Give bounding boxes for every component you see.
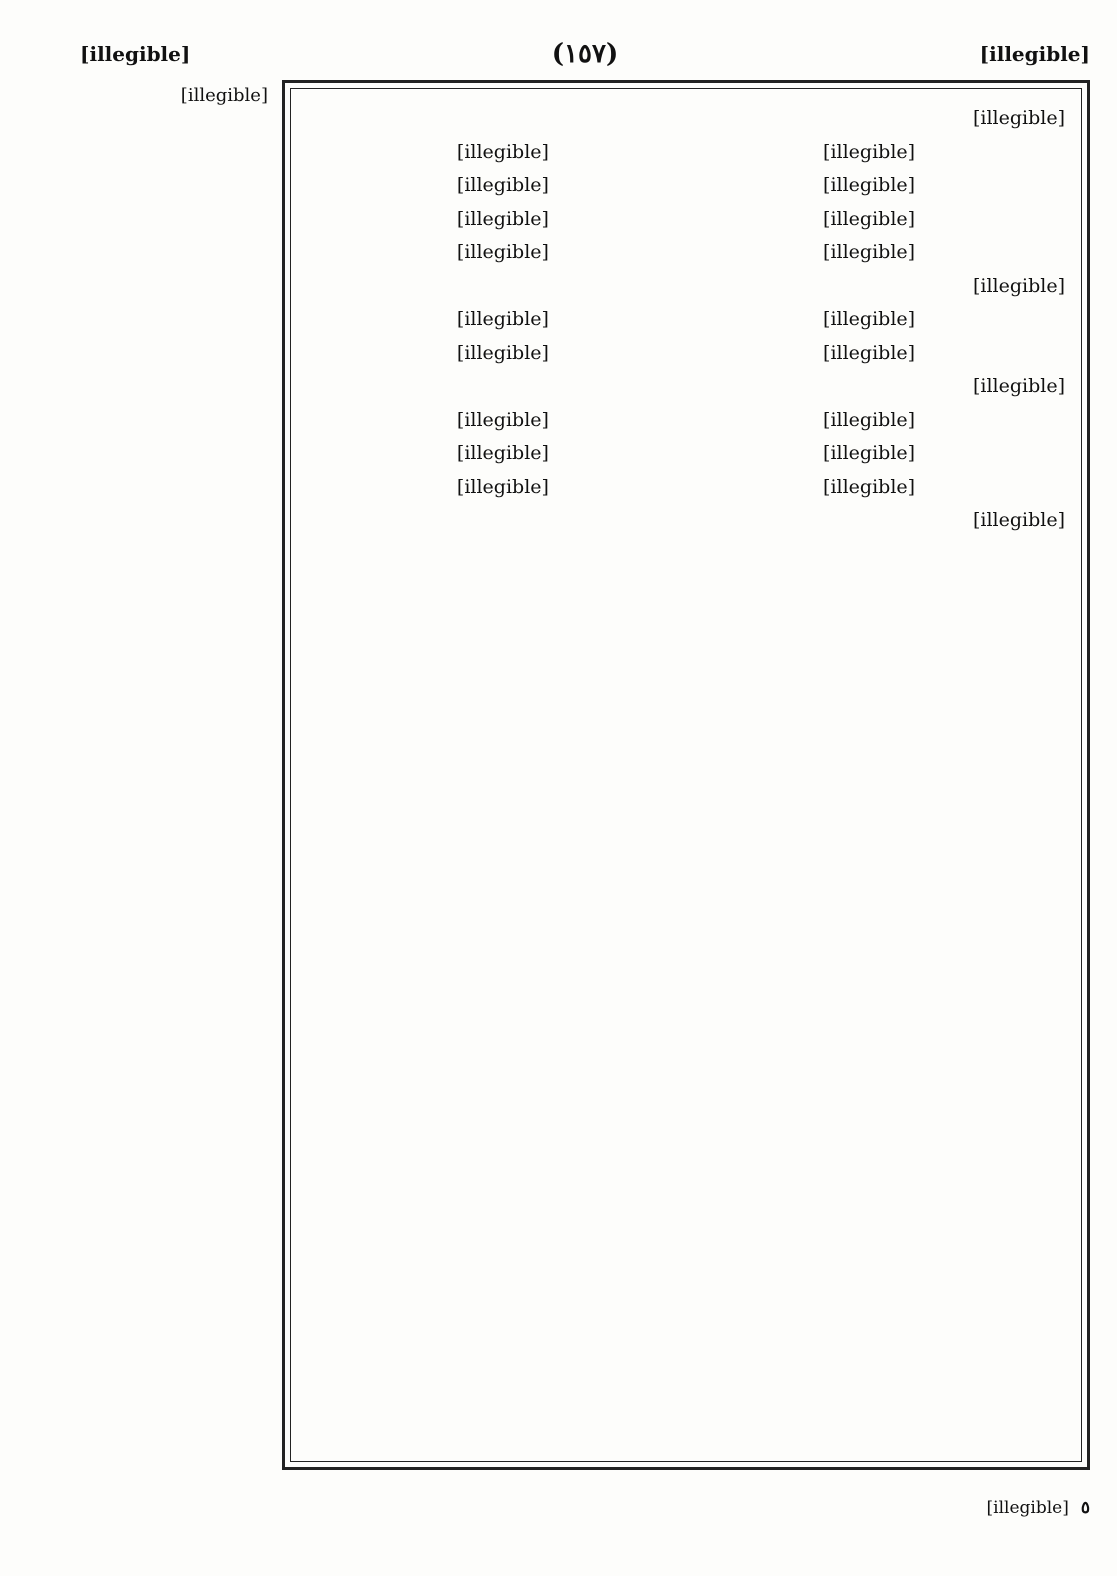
- verse-line: [307, 338, 1065, 370]
- hemistich: [illegible]: [823, 308, 916, 330]
- verse-line: [307, 170, 1065, 202]
- hemistich: [illegible]: [456, 475, 549, 498]
- verse-line: [307, 304, 1065, 336]
- hemistich: [illegible]: [456, 140, 549, 163]
- paragraph: [illegible]: [972, 274, 1065, 297]
- hemistich: [illegible]: [456, 241, 549, 263]
- hemistich: [illegible]: [823, 442, 916, 464]
- hemistich: [illegible]: [823, 207, 916, 230]
- verse-line: [307, 438, 1065, 470]
- hemistich: [illegible]: [823, 475, 916, 498]
- hemistich: [illegible]: [456, 341, 549, 364]
- hemistich: [illegible]: [456, 174, 549, 196]
- verse-line: [307, 204, 1065, 236]
- verse-line: [307, 472, 1065, 504]
- page-header: [80, 34, 1090, 74]
- footnote: [110, 1488, 1090, 1528]
- hemistich: [illegible]: [823, 408, 916, 431]
- hemistich: [illegible]: [456, 408, 549, 431]
- paragraph: [illegible]: [972, 375, 1065, 397]
- margin-column: [60, 80, 268, 1470]
- paragraph: [illegible]: [972, 107, 1065, 129]
- main-text-column: [290, 88, 1082, 1462]
- verse-line: [307, 405, 1065, 437]
- margin-text: [illegible]: [180, 85, 268, 106]
- hemistich: [illegible]: [456, 308, 549, 330]
- footnote-text: [illegible]: [986, 1498, 1069, 1518]
- hemistich: [illegible]: [823, 341, 916, 364]
- hemistich: [illegible]: [456, 442, 549, 464]
- verse-line: [307, 137, 1065, 169]
- header-right-text: [illegible]: [979, 42, 1090, 66]
- page-number: (١٥٧): [551, 39, 619, 69]
- hemistich: [illegible]: [823, 140, 916, 163]
- verse-line: [307, 237, 1065, 269]
- footnote-marker: ٥: [1080, 1498, 1090, 1518]
- paragraph: [illegible]: [972, 509, 1065, 531]
- hemistich: [illegible]: [456, 207, 549, 230]
- hemistich: [illegible]: [823, 241, 916, 263]
- header-left-text: [illegible]: [80, 42, 191, 66]
- hemistich: [illegible]: [823, 174, 916, 196]
